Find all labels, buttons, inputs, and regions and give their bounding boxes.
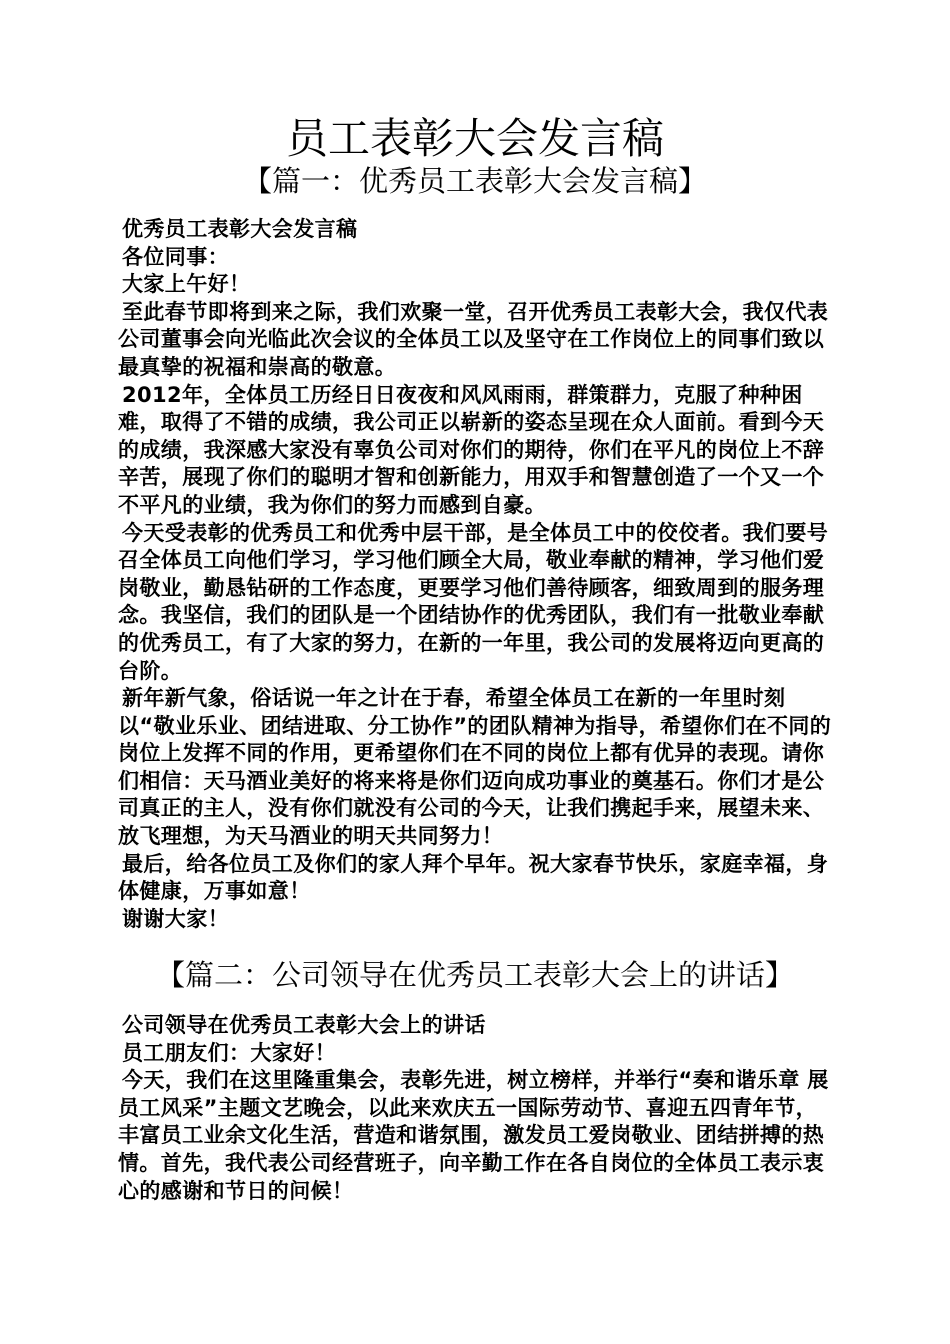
paragraph: 最后，给各位员工及你们的家人拜个早年。祝大家春节快乐，家庭幸福，身体健康，万事如意！ [118,851,829,904]
paragraph: 新年新气象，俗话说一年之计在于春，希望全体员工在新的一年里时刻以“敬业乐业、团结进取、分工协作”的团队精神为指导，希望你们在不同的岗位上发挥不同的作用，更希望你们在不同的岗位上都有优异的表现。请你们相信：天马酒业美好的将来将是你们迈向成功事业的奠基石。你们才是公司真正的主人，没有你们就没有公司的今天，让我们携起手来，展望未来、放飞理想，为天马酒业的明天共同努力！ [118,686,832,849]
paragraph: 公司领导在优秀员工表彰大会上的讲话 [122,1013,486,1037]
paragraph: 今天，我们在这里隆重集会，表彰先进，树立榜样，并举行“奏和谐乐章 展员工风采”主题文艺晚会，以此来欢庆五一国际劳动节、喜迎五四青年节，丰富员工业余文化生活，营造和谐氛围，激发员工爱岗敬业、团结拼搏的热情。首先，我代表公司经营班子，向辛勤工作在各自岗位的全体员工表示衷心的感谢和节日的问候！ [118,1068,829,1203]
part1-body [118,216,838,933]
document-title: 员工表彰大会发言稿 [285,114,664,163]
paragraph: 2012年，全体员工历经日日夜夜和风风雨雨，群策群力，克服了种种困难，取得了不错的成绩，我公司正以崭新的姿态呈现在众人面前。看到今天的成绩，我深感大家没有辜负公司对你们的期待，你们在平凡的岗位上不辞辛苦，展现了你们的聪明才智和创新能力，用双手和智慧创造了一个又一个不平凡的业绩，我为你们的努力而感到自豪。 [118,382,825,517]
paragraph: 谢谢大家！ [122,906,229,931]
part1-heading: 【篇一：优秀员工表彰大会发言稿】 [242,164,707,198]
paragraph: 至此春节即将到来之际，我们欢聚一堂，召开优秀员工表彰大会，我仅代表公司董事会向光临此次会议的全体员工以及坚守在工作岗位上的同事们致以最真挚的祝福和崇高的敬意。 [118,299,829,379]
paragraph: 员工朋友们：大家好！ [122,1040,336,1065]
paragraph: 各位同事： [122,244,229,269]
part2-heading: 【篇二：公司领导在优秀员工表彰大会上的讲话】 [155,958,794,992]
paragraph: 大家上午好！ [122,272,251,297]
part2-body [118,1012,838,1205]
paragraph: 优秀员工表彰大会发言稿 [122,217,358,241]
paragraph: 今天受表彰的优秀员工和优秀中层干部，是全体员工中的佼佼者。我们要号召全体员工向他们学习，学习他们顾全大局，敬业奉献的精神，学习他们爱岗敬业，勤恳钻研的工作态度，更要学习他们善待顾客，细致周到的服务理念。我坚信，我们的团队是一个团结协作的优秀团队，我们有一批敬业奉献的优秀员工，有了大家的努力，在新的一年里，我公司的发展将迈向更高的台阶。 [118,520,829,683]
